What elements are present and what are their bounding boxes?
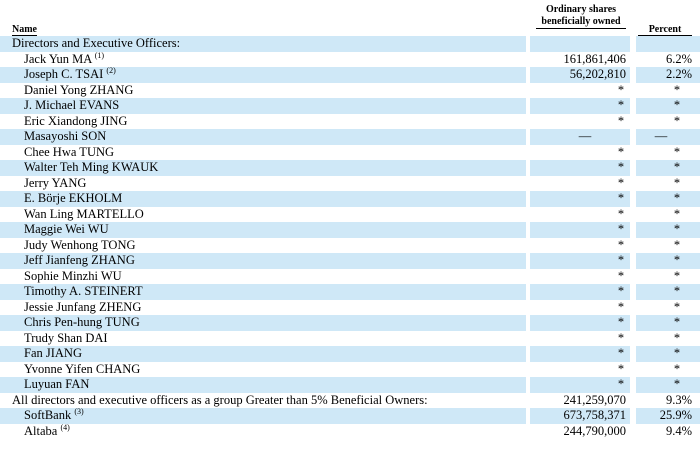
cell-gap bbox=[526, 129, 530, 145]
row-name bbox=[24, 253, 135, 269]
row-name bbox=[24, 114, 127, 130]
row-name-text: Altaba bbox=[24, 423, 58, 438]
percent-cell: — bbox=[654, 129, 668, 143]
percent-cell: 2.2% bbox=[665, 67, 692, 81]
cell-gap bbox=[526, 98, 530, 114]
table-row bbox=[0, 377, 700, 393]
table-row bbox=[0, 269, 700, 285]
table-row bbox=[0, 331, 700, 347]
row-name bbox=[24, 176, 86, 192]
shares-cell: 244,790,000 bbox=[563, 423, 626, 438]
row-name-text: Chris Pen-hung TUNG bbox=[24, 315, 140, 329]
cell-gap bbox=[630, 191, 636, 207]
row-name bbox=[24, 67, 116, 83]
shares-cell: * bbox=[617, 377, 625, 391]
table-row bbox=[0, 98, 700, 114]
shares-cell: — bbox=[578, 129, 592, 143]
percent-cell: 25.9% bbox=[659, 408, 692, 422]
shares-cell: * bbox=[617, 346, 625, 360]
percent-cell: * bbox=[673, 237, 681, 252]
percent-cell: * bbox=[673, 191, 681, 205]
row-name bbox=[24, 424, 70, 440]
table-row bbox=[0, 160, 700, 176]
percent-cell: * bbox=[673, 268, 681, 283]
row-name bbox=[24, 269, 122, 285]
cell-gap bbox=[526, 284, 530, 300]
row-name bbox=[24, 300, 141, 316]
table-row bbox=[0, 222, 700, 238]
shares-cell: * bbox=[617, 144, 625, 159]
shares-cell: * bbox=[617, 82, 625, 97]
cell-gap bbox=[526, 222, 530, 238]
shares-cell: * bbox=[617, 206, 625, 221]
table-row bbox=[0, 408, 700, 424]
row-name-text: Daniel Yong ZHANG bbox=[24, 82, 134, 97]
row-name bbox=[24, 284, 143, 300]
percent-cell: * bbox=[673, 98, 681, 112]
cell-gap bbox=[630, 222, 636, 238]
table-row bbox=[0, 191, 700, 207]
row-name bbox=[24, 160, 158, 176]
footnote-marker: (1) bbox=[94, 50, 105, 60]
shares-cell: 56,202,810 bbox=[569, 67, 626, 81]
percent-cell: * bbox=[673, 222, 681, 236]
cell-gap bbox=[526, 346, 530, 362]
table-row bbox=[0, 300, 700, 316]
row-name-text: Maggie Wei WU bbox=[24, 222, 109, 236]
cell-gap bbox=[630, 284, 636, 300]
table-row bbox=[0, 238, 700, 254]
shares-cell: * bbox=[617, 98, 625, 112]
row-name bbox=[24, 238, 136, 254]
percent-cell: * bbox=[673, 253, 681, 267]
shares-column-header: Ordinary shares beneficially owned bbox=[536, 4, 626, 29]
shares-cell: * bbox=[617, 160, 625, 174]
row-name bbox=[24, 362, 140, 378]
shares-cell: * bbox=[617, 299, 625, 314]
row-name-text: Joseph C. TSAI bbox=[24, 67, 104, 81]
name-column-header: Name bbox=[12, 24, 37, 35]
cell-gap bbox=[526, 36, 530, 52]
row-name-text: E. Börje EKHOLM bbox=[24, 191, 123, 205]
cell-gap bbox=[630, 36, 636, 52]
row-name-text: Sophie Minzhi WU bbox=[24, 268, 122, 283]
table-row bbox=[0, 315, 700, 331]
cell-gap bbox=[526, 160, 530, 176]
shares-cell: * bbox=[617, 191, 625, 205]
percent-cell: 6.2% bbox=[665, 51, 692, 66]
shares-cell: * bbox=[617, 330, 625, 345]
shares-cell: 161,861,406 bbox=[563, 51, 626, 66]
row-name bbox=[12, 36, 180, 52]
row-name bbox=[24, 83, 133, 99]
table-row bbox=[0, 424, 700, 440]
row-name bbox=[24, 315, 140, 331]
percent-cell: * bbox=[673, 346, 681, 360]
table-row bbox=[0, 67, 700, 83]
cell-gap bbox=[630, 377, 636, 393]
shares-cell: 673,758,371 bbox=[563, 408, 626, 422]
table-row bbox=[0, 362, 700, 378]
shares-cell: * bbox=[617, 175, 625, 190]
shares-cell: * bbox=[617, 237, 625, 252]
cell-gap bbox=[526, 315, 530, 331]
shares-cell: 241,259,070 bbox=[563, 392, 626, 407]
row-name-text: Jeff Jianfeng ZHANG bbox=[24, 253, 135, 267]
table-row bbox=[0, 145, 700, 161]
percent-cell: * bbox=[673, 284, 681, 298]
row-name bbox=[24, 346, 82, 362]
row-name-text: Eric Xiandong JING bbox=[24, 113, 128, 128]
cell-gap bbox=[630, 346, 636, 362]
percent-cell: * bbox=[673, 299, 681, 314]
cell-gap bbox=[630, 98, 636, 114]
percent-cell: * bbox=[673, 361, 681, 376]
percent-cell: 9.3% bbox=[665, 392, 692, 407]
percent-cell: * bbox=[673, 160, 681, 174]
row-name bbox=[24, 191, 122, 207]
cell-gap bbox=[526, 191, 530, 207]
row-name-text: SoftBank bbox=[24, 408, 72, 422]
shares-cell: * bbox=[617, 253, 625, 267]
percent-cell: * bbox=[673, 82, 681, 97]
percent-cell: * bbox=[673, 144, 681, 159]
row-name bbox=[24, 222, 109, 238]
row-name-text: Timothy A. STEINERT bbox=[24, 284, 143, 298]
row-name-text: Judy Wenhong TONG bbox=[24, 237, 136, 252]
table-body bbox=[0, 36, 700, 439]
row-name-text: Yvonne Yifen CHANG bbox=[24, 361, 141, 376]
row-name-text: Jerry YANG bbox=[24, 175, 87, 190]
row-name-text: Wan Ling MARTELLO bbox=[24, 206, 144, 221]
row-name-text: J. Michael EVANS bbox=[24, 98, 120, 112]
row-name-text: Trudy Shan DAI bbox=[24, 330, 108, 345]
footnote-marker: (2) bbox=[106, 66, 116, 75]
shares-cell: * bbox=[617, 315, 625, 329]
percent-column-header: Percent bbox=[638, 24, 692, 36]
row-name-text: Luyuan FAN bbox=[24, 377, 90, 391]
table-row bbox=[0, 36, 700, 52]
table-row bbox=[0, 176, 700, 192]
percent-cell: * bbox=[673, 175, 681, 190]
row-name-text: Jack Yun MA bbox=[24, 51, 92, 66]
table-row bbox=[0, 393, 700, 409]
row-name bbox=[24, 129, 106, 145]
table-row bbox=[0, 129, 700, 145]
table-row bbox=[0, 83, 700, 99]
row-name bbox=[24, 52, 104, 68]
percent-cell: * bbox=[673, 377, 681, 391]
row-name-text: Walter Teh Ming KWAUK bbox=[24, 160, 159, 174]
table-header bbox=[0, 0, 700, 36]
row-name bbox=[24, 98, 119, 114]
shares-cell: * bbox=[617, 268, 625, 283]
row-name-text: Directors and Executive Officers: bbox=[12, 36, 181, 50]
table-row bbox=[0, 253, 700, 269]
shares-cell: * bbox=[617, 361, 625, 376]
shares-cell: * bbox=[617, 284, 625, 298]
row-name-text: Fan JIANG bbox=[24, 346, 82, 360]
cell-gap bbox=[630, 315, 636, 331]
cell-gap bbox=[630, 129, 636, 145]
table-row bbox=[0, 52, 700, 68]
table-row bbox=[0, 284, 700, 300]
row-name bbox=[24, 207, 144, 223]
cell-gap bbox=[526, 377, 530, 393]
row-name bbox=[24, 377, 89, 393]
table-row bbox=[0, 207, 700, 223]
row-name-text: Masayoshi SON bbox=[24, 129, 107, 143]
table-row bbox=[0, 346, 700, 362]
percent-cell: * bbox=[673, 330, 681, 345]
cell-gap bbox=[630, 253, 636, 269]
percent-cell: 9.4% bbox=[665, 423, 692, 438]
percent-cell: * bbox=[673, 113, 681, 128]
row-name bbox=[24, 331, 108, 347]
row-name-text: All directors and executive officers as a group Greater than 5% Beneficial Owners: bbox=[12, 392, 428, 407]
shares-cell: * bbox=[617, 113, 625, 128]
row-name bbox=[24, 145, 114, 161]
cell-gap bbox=[526, 253, 530, 269]
row-name bbox=[24, 408, 84, 424]
row-name bbox=[12, 393, 428, 409]
shares-cell: * bbox=[617, 222, 625, 236]
footnote-marker: (4) bbox=[60, 422, 70, 432]
cell-gap bbox=[630, 160, 636, 176]
percent-cell: * bbox=[673, 315, 681, 329]
footnote-marker: (3) bbox=[74, 407, 84, 416]
percent-cell: * bbox=[673, 206, 681, 221]
table-row bbox=[0, 114, 700, 130]
row-name-text: Jessie Junfang ZHENG bbox=[24, 299, 142, 314]
row-name-text: Chee Hwa TUNG bbox=[24, 144, 115, 159]
